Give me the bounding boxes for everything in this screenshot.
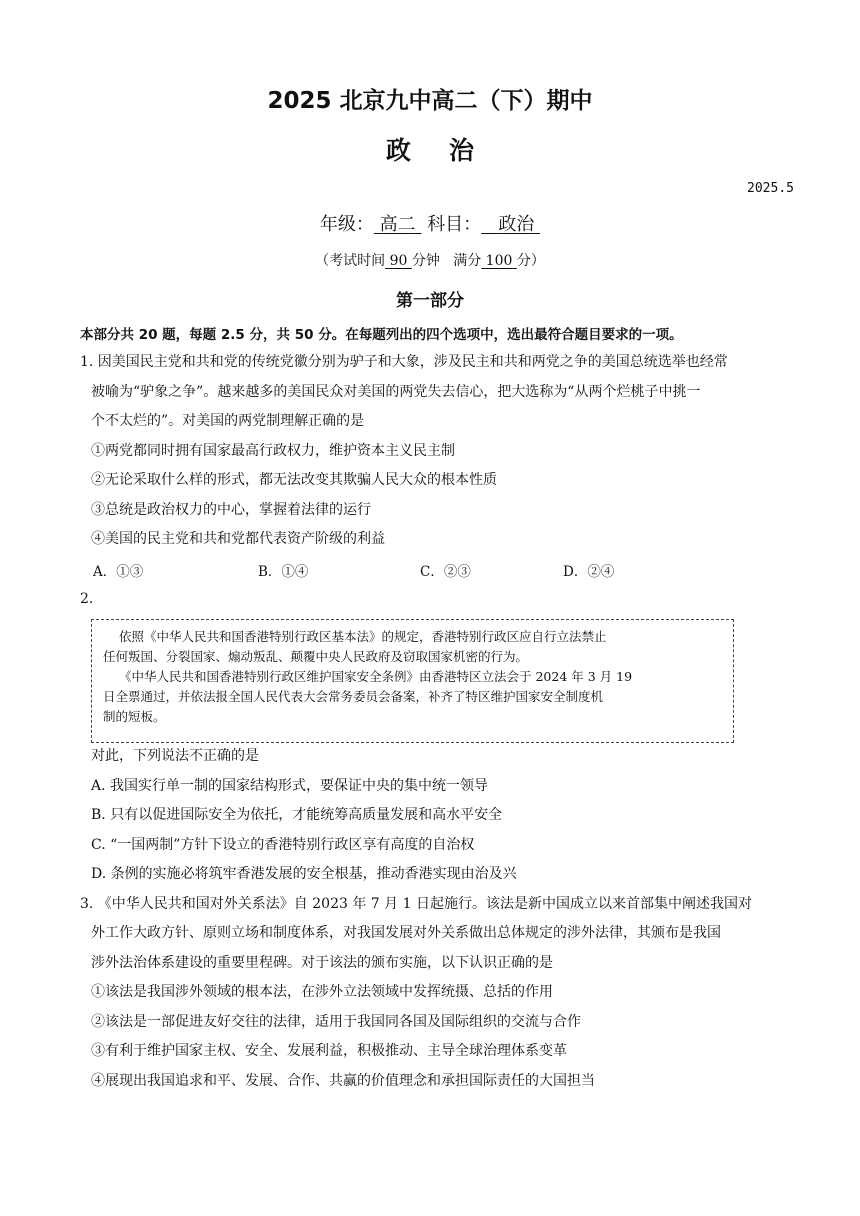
score-prefix: 满分 <box>453 253 482 269</box>
q3-statement: ②该法是一部促进友好交往的法律，适用于我国同各国及国际组织的交流与合作 <box>91 1014 581 1030</box>
grade-value: 高二 <box>379 214 416 235</box>
q2-material-box <box>91 619 734 743</box>
q1-statement: ④美国的民主党和共和党都代表资产阶级的利益 <box>91 531 385 547</box>
exam-date: 2025.5 <box>747 181 794 196</box>
q1-statement: ③总统是政治权力的中心，掌握着法律的运行 <box>91 502 371 518</box>
time-unit: 分钟 <box>411 253 440 269</box>
q1-option-b: B．①④ <box>258 564 309 580</box>
q1-option-c: C．②③ <box>420 564 471 580</box>
q2-option-b: B. 只有以促进国际安全为依托，才能统筹高质量发展和高水平安全 <box>91 807 503 823</box>
q2-option-d: D. 条例的实施必将筑牢香港发展的安全根基，推动香港实现由治及兴 <box>91 866 517 882</box>
q3-stem-line: 涉外法治体系建设的重要里程碑。对于该法的颁布实施，以下认识正确的是 <box>91 955 553 971</box>
q3-statement: ④展现出我国追求和平、发展、合作、共赢的价值理念和承担国际责任的大国担当 <box>91 1073 595 1089</box>
subject-label: 科目： <box>427 214 482 235</box>
time-prefix: （考试时间 <box>315 253 386 269</box>
q1-stem-line: 被喻为“驴象之争”。越来越多的美国民众对美国的两党失去信心，把大选称为“从两个烂桃子中挑一 <box>91 384 701 400</box>
q2-material-line: 制的短板。 <box>103 709 166 724</box>
q3-statement: ①该法是我国涉外领域的根本法，在涉外立法领域中发挥统摄、总括的作用 <box>91 984 553 1000</box>
q2-question: 对此，下列说法不正确的是 <box>91 748 259 764</box>
subject-value: 政治 <box>498 214 535 235</box>
grade-subject-line <box>0 210 860 236</box>
q2-option-c: C. “一国两制”方针下设立的香港特别行政区享有高度的自治权 <box>91 837 475 853</box>
q1-statement: ②无论采取什么样的形式，都无法改变其欺骗人民大众的根本性质 <box>91 472 497 488</box>
score-unit: 分） <box>516 253 545 269</box>
part-instruction: 本部分共 20 题，每题 2.5 分，共 50 分。在每题列出的四个选项中，选出最符合题目要求的一项。 <box>80 327 683 343</box>
time-value: 90 <box>389 253 408 269</box>
q3-stem-line: 3. 《中华人民共和国对外关系法》自 2023 年 7 月 1 日起施行。该法是新中国成立以来首部集中阐述我国对 <box>80 896 752 912</box>
exam-time-score <box>0 250 860 270</box>
q2-option-a: A. 我国实行单一制的国家结构形式，要保证中央的集中统一领导 <box>91 778 489 794</box>
q1-stem-line: 个不太烂的”。对美国的两党制理解正确的是 <box>91 413 365 429</box>
q1-statement: ①两党都同时拥有国家最高行政权力，维护资本主义民主制 <box>91 443 455 459</box>
q2-number: 2. <box>80 591 94 607</box>
q1-option-d: D．②④ <box>563 564 615 580</box>
q1-stem-line: 1. 因美国民主党和共和党的传统党徽分别为驴子和大象，涉及民主和共和两党之争的美国总统选举也经常 <box>80 354 728 370</box>
grade-label: 年级： <box>319 214 374 235</box>
q2-material-line: 依照《中华人民共和国香港特别行政区基本法》的规定，香港特别行政区应自行立法禁止 <box>119 629 607 644</box>
q2-material-line: 日全票通过，并依法报全国人民代表大会常务委员会备案，补齐了特区维护国家安全制度机 <box>103 689 604 704</box>
score-value: 100 <box>485 253 513 269</box>
q3-stem-line: 外工作大政方针、原则立场和制度体系，对我国发展对外关系做出总体规定的涉外法律，其颁布是我国 <box>91 925 721 941</box>
q2-material-line: 《中华人民共和国香港特别行政区维护国家安全条例》由香港特区立法会于 2024 年 3 月 19 <box>119 669 633 684</box>
part-title: 第一部分 <box>396 291 464 311</box>
q3-statement: ③有利于维护国家主权、安全、发展利益，积极推动、主导全球治理体系变革 <box>91 1043 567 1059</box>
q2-material-line: 任何叛国、分裂国家、煽动叛乱、颠覆中央人民政府及窃取国家机密的行为。 <box>103 649 529 664</box>
subject-title: 政治 <box>385 136 512 165</box>
exam-title: 2025 北京九中高二（下）期中 <box>267 88 593 114</box>
q1-option-a: A．①③ <box>93 564 144 580</box>
